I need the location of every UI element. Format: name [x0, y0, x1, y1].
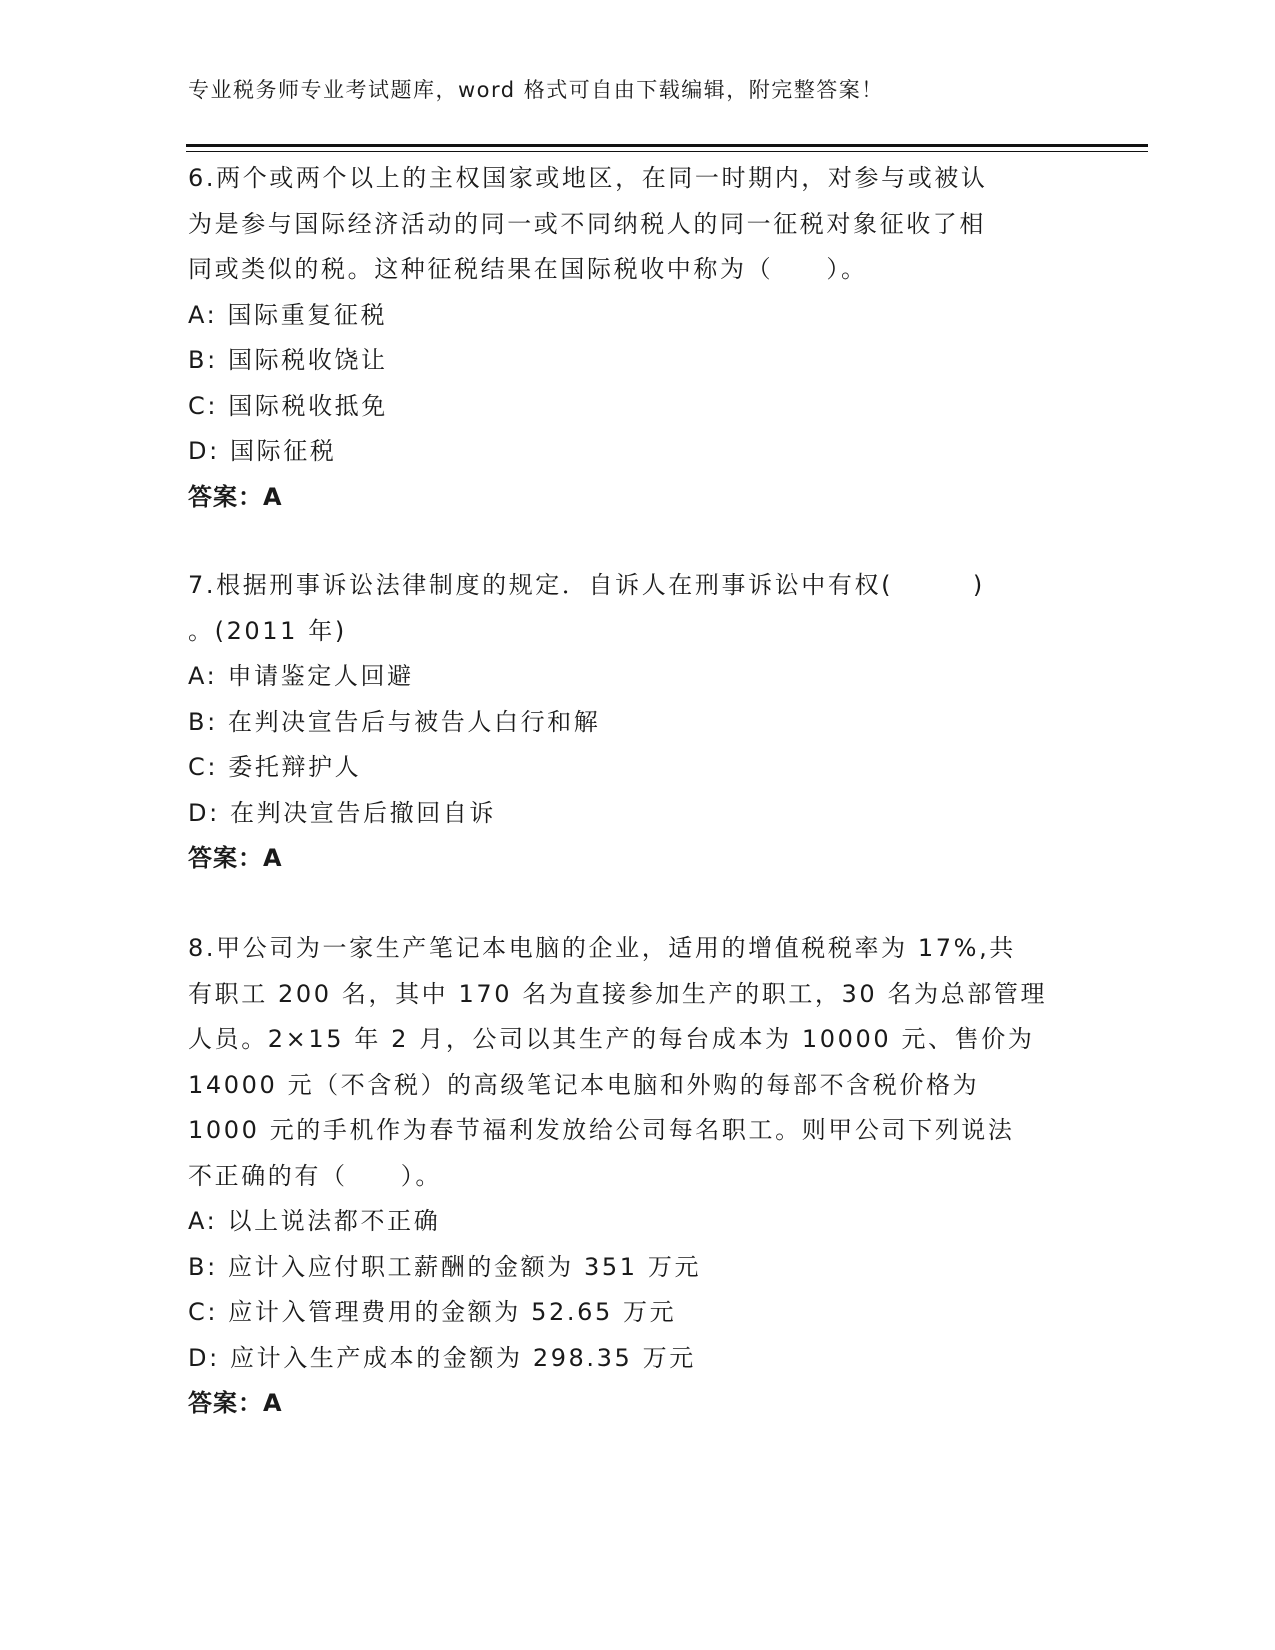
answer: 答案：A	[188, 482, 283, 511]
answer: 答案：A	[188, 844, 283, 872]
option-b: B: 在判决宣告后与被告人白行和解	[188, 707, 601, 736]
question-text-line: 不正确的有（ ）。	[188, 1161, 442, 1190]
question-text-line: 人员。2×15 年 2 月，公司以其生产的每台成本为 10000 元、售价为	[188, 1025, 1035, 1053]
page-header: 专业税务师专业考试题库，word 格式可自由下载编辑，附完整答案！	[188, 78, 884, 102]
option-c: C: 国际税收抵免	[188, 391, 388, 420]
question-text-line: 7.根据刑事诉讼法律制度的规定．自诉人在刑事诉讼中有权( )	[188, 571, 985, 599]
question-text-line: 同或类似的税。这种征税结果在国际税收中称为（ ）。	[188, 255, 868, 283]
option-a: A: 国际重复征税	[188, 300, 388, 329]
question-text-line: 1000 元的手机作为春节福利发放给公司每名职工。则甲公司下列说法	[188, 1116, 1015, 1144]
option-a: A: 申请鉴定人回避	[188, 662, 414, 690]
question-text-line: 14000 元（不含税）的高级笔记本电脑和外购的每部不含税价格为	[188, 1070, 980, 1099]
question-text-line: 为是参与国际经济活动的同一或不同纳税人的同一征税对象征收了相	[188, 209, 986, 238]
answer: 答案：A	[188, 1389, 283, 1417]
header-rule-thin	[186, 151, 1148, 152]
option-b: B: 国际税收饶让	[188, 346, 388, 374]
question-text-line: 有职工 200 名，其中 170 名为直接参加生产的职工，30 名为总部管理	[188, 979, 1048, 1008]
option-d: D: 国际征税	[188, 437, 337, 465]
option-c: C: 委托辩护人	[188, 753, 362, 781]
question-text-line: 6.两个或两个以上的主权国家或地区，在同一时期内，对参与或被认	[188, 164, 988, 192]
question-7	[188, 563, 1058, 882]
option-a: A: 以上说法都不正确	[188, 1207, 441, 1235]
option-d: D: 在判决宣告后撤回自诉	[188, 798, 496, 827]
option-c: C: 应计入管理费用的金额为 52.65 万元	[188, 1298, 677, 1326]
question-text-line: 。(2011 年)	[188, 616, 347, 645]
option-b: B: 应计入应付职工薪酬的金额为 351 万元	[188, 1252, 702, 1281]
header-rule-thick	[186, 144, 1148, 147]
question-6	[188, 156, 1058, 520]
option-d: D: 应计入生产成本的金额为 298.35 万元	[188, 1343, 696, 1372]
question-text-line: 8.甲公司为一家生产笔记本电脑的企业，适用的增值税税率为 17%,共	[188, 934, 1016, 962]
question-8	[188, 926, 1058, 1427]
